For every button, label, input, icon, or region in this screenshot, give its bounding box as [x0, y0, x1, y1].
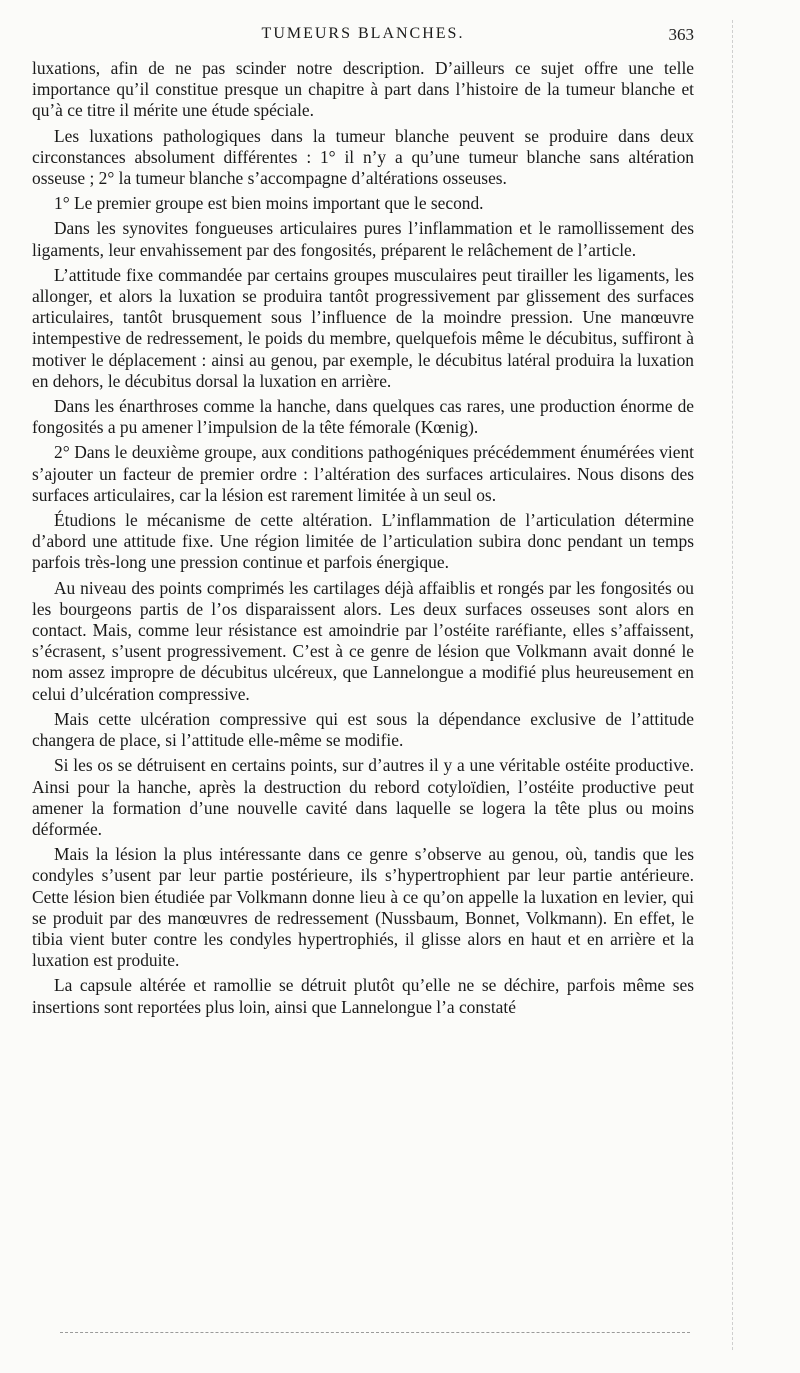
paragraph: Mais la lésion la plus intéressante dans ce genre s’observe au genou, où, tandis que les condyles s’usent par leur partie postérieure, ils s’hypertrophient par leur partie antérieure. Cette lésion bien étudiée par Volkmann donne lieu à ce qu’on appelle la luxation en levier, qui se produit par des manœuvres de redressement (Nussbaum, Bonnet, Volkmann). En effet, le tibia vient buter contre les condyles hypertrophiés, il glisse alors en haut et en arrière et la luxation est produite. [32, 844, 694, 971]
paragraph: Dans les synovites fongueuses articulaires pures l’inflammation et le ramollissement des ligaments, leur envahissement par des fongosités, préparent le relâchement de l’article. [32, 218, 694, 260]
paragraph: L’attitude fixe commandée par certains groupes musculaires peut tirailler les ligaments, les allonger, et alors la luxation se produira tantôt progressivement par glissement des surfaces articulaires, tantôt brusquement sous l’influence de la moindre pression. Une manœuvre intempestive de redressement, le poids du membre, quelquefois même le décubitus, suffiront à motiver le déplacement : ainsi au genou, par exemple, le décubitus latéral produira la luxation en dehors, le décubitus dorsal la luxation en arrière. [32, 264, 694, 391]
paragraph: 2° Dans le deuxième groupe, aux conditions pathogéniques précédemment énumérées vient s’ajouter un facteur de premier ordre : l’altération des surfaces articulaires. Nous disons des surfaces articulaires, car la lésion est rarement limitée à un seul os. [32, 442, 694, 505]
paragraph: La capsule altérée et ramollie se détruit plutôt qu’elle ne se déchire, parfois même ses insertions sont reportées plus loin, ainsi que Lannelongue l’a constaté [32, 975, 694, 1017]
paragraph: Au niveau des points comprimés les cartilages déjà affaiblis et rongés par les fongosités ou les bourgeons partis de l’os disparaissent alors. Les deux surfaces osseuses sont alors en contact. Mais, comme leur résistance est amoindrie par l’ostéite raréfiante, elles s’affaissent, s’écrasent, s’usent progressivement. C’est à ce genre de lésion que Volkmann avait donné le nom assez impropre de décubitus ulcéreux, que Lannelongue a modifié plus heureusement en celui d’ulcération compressive. [32, 577, 694, 704]
page-header [32, 25, 694, 53]
paragraph: Dans les énarthroses comme la hanche, dans quelques cas rares, une production énorme de fongosités a pu amener l’impulsion de la tête fémorale (Kœnig). [32, 396, 694, 438]
paragraph: luxations, afin de ne pas scinder notre description. D’ailleurs ce sujet offre une telle importance qu’il constitue presque un chapitre à part dans l’histoire de la tumeur blanche et qu’à ce titre il mérite une étude spéciale. [32, 58, 694, 121]
paragraph: Mais cette ulcération compressive qui est sous la dépendance exclusive de l’attitude changera de place, si l’attitude elle-même se modifie. [32, 708, 694, 751]
paragraph: 1° Le premier groupe est bien moins important que le second. [54, 193, 484, 214]
paragraph: Si les os se détruisent en certains points, sur d’autres il y a une véritable ostéite productive. Ainsi pour la hanche, après la destruction du rebord cotyloïdien, l’ostéite productive peut amener la formation d’une nouvelle cavité dans laquelle se logera la tête plus ou moins déformée. [32, 755, 694, 839]
page-number: 363 [668, 25, 694, 44]
scan-margin [732, 20, 783, 1350]
body-text [32, 58, 694, 1022]
bottom-rule [60, 1332, 690, 1333]
paragraph: Les luxations pathologiques dans la tumeur blanche peuvent se produire dans deux circonstances absolument différentes : 1° il n’y a qu’une tumeur blanche sans altération osseuse ; 2° la tumeur blanche s’accompagne d’altérations osseuses. [32, 125, 694, 189]
running-title: TUMEURS BLANCHES. [261, 25, 465, 42]
paragraph: Étudions le mécanisme de cette altération. L’inflammation de l’articulation détermine d’abord une attitude fixe. Une région limitée de l’articulation subira donc pendant un temps parfois très-long une pression continue et parfois énergique. [32, 510, 694, 573]
